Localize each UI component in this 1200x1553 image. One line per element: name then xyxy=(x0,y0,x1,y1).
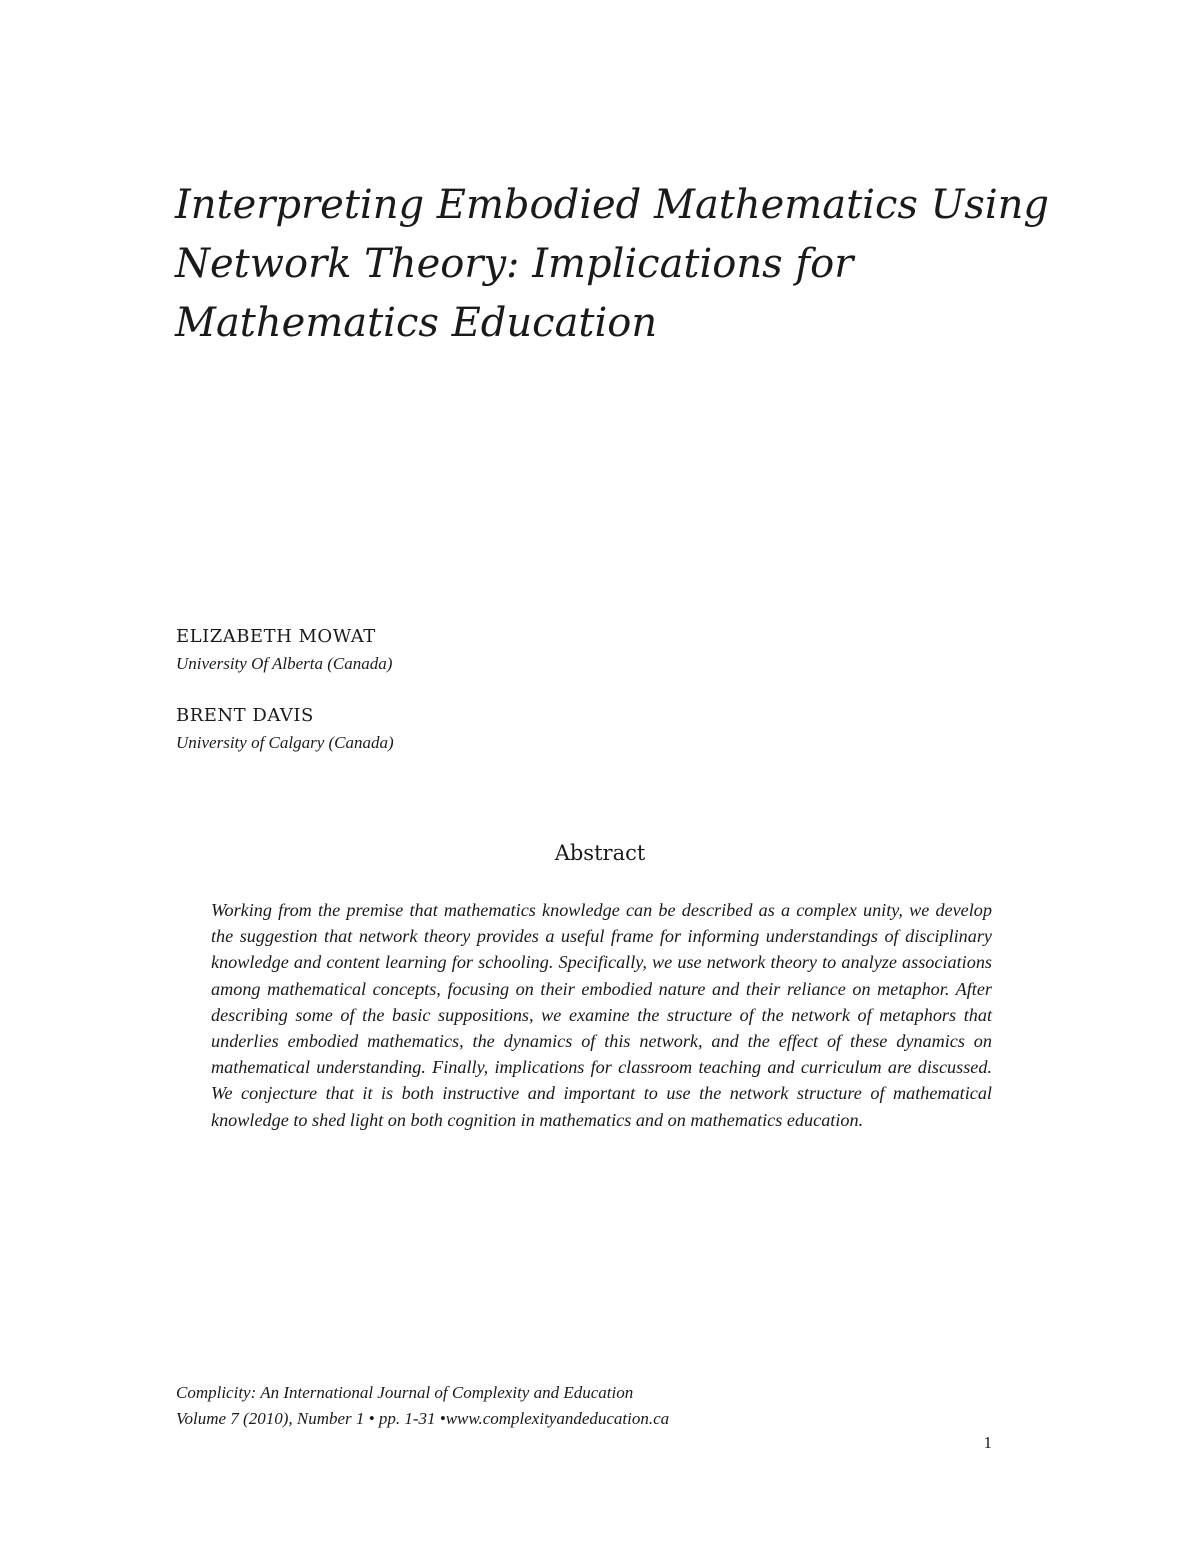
author-block xyxy=(176,703,876,756)
author-affiliation: University Of Alberta (Canada) xyxy=(176,654,393,673)
paper-title: Interpreting Embodied Mathematics Using Network Theory: Implications for Mathematics Education xyxy=(175,182,1049,346)
author-block xyxy=(176,624,876,677)
page-number: 1 xyxy=(983,1433,992,1452)
author-name: ELIZABETH MOWAT xyxy=(176,626,376,647)
abstract-heading: Abstract xyxy=(554,841,646,865)
journal-footer xyxy=(176,1380,976,1432)
author-list xyxy=(176,624,876,782)
author-affiliation: University of Calgary (Canada) xyxy=(176,733,394,752)
journal-name: Complicity: An International Journal of Complexity and Education xyxy=(176,1383,634,1402)
abstract-text: Working from the premise that mathematics knowledge can be described as a complex unity, we develop the suggestion that network theory provides a useful frame for informing understandings of disciplinary knowledge and content learning for schooling. Specifically, we use network theory to analyze associations among mathematical concepts, focusing on their embodied nature and their reliance on metaphor. After describing some of the basic suppositions, we examine the structure of the network of metaphors that underlies embodied mathematics, the dynamics of this network, and the effect of these dynamics on mathematical understanding. Finally, implications for classroom teaching and curriculum are discussed. We conjecture that it is both instructive and important to use the network structure of mathematical knowledge to shed light on both cognition in mathematics and on mathematics education. xyxy=(211,900,992,1130)
journal-citation: Volume 7 (2010), Number 1 • pp. 1-31 •www.complexityandeducation.ca xyxy=(176,1409,670,1428)
author-name: BRENT DAVIS xyxy=(176,705,314,726)
